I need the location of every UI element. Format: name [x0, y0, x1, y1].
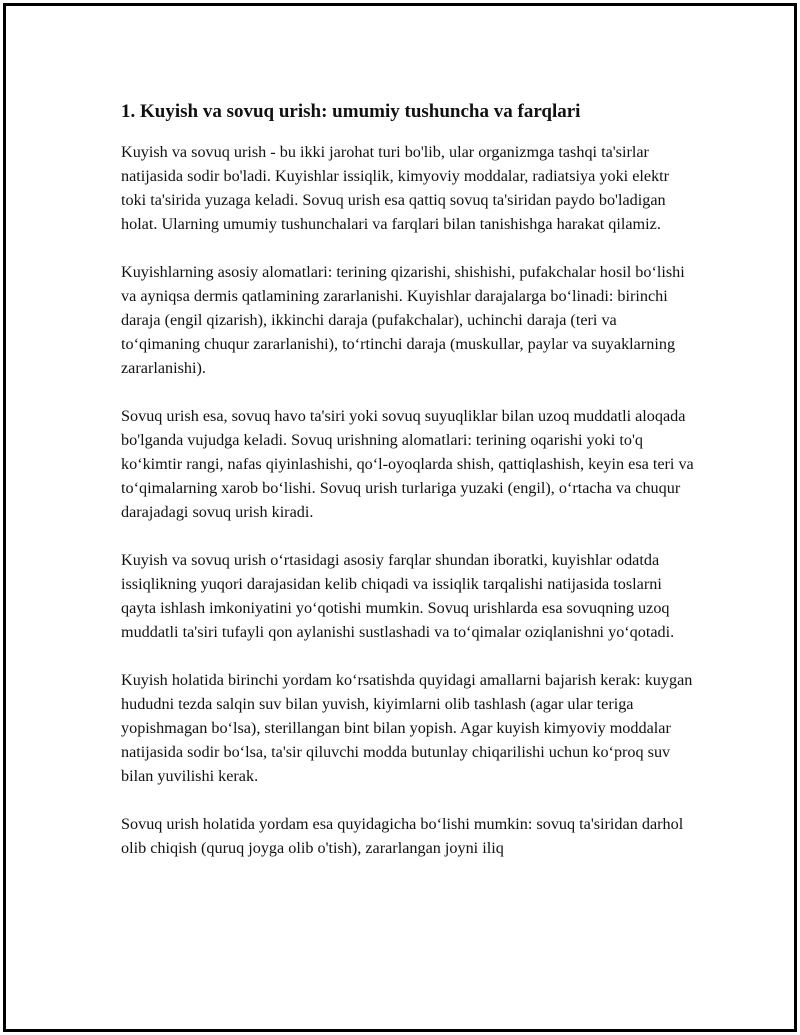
paragraph-differences: Kuyish va sovuq urish o‘rtasidagi asosiy farqlar shundan iboratki, kuyishlar odatda issiqlikning yuqori darajasidan kelib chiqadi va issiqlik tarqalishi natijasida toslarni qayta ishlash imkoniyatini yo‘qotishi mumkin. Sovuq urishlarda esa sovuqning uzoq muddatli ta'siri tufayli qon aylanishi sustlashadi va to‘qimalar oziqlanishni yo‘qotadi.: [121, 551, 675, 641]
paragraph-intro: Kuyish va sovuq urish - bu ikki jarohat turi bo'lib, ular organizmga tashqi ta'sirlar natijasida sodir bo'ladi. Kuyishlar issiqlik, kimyoviy moddalar, radiatsiya yoki elektr toki ta'sirida yuzaga keladi. Sovuq urish esa qattiq sovuq ta'siridan paydo bo'ladigan holat. Ularning umumiy tushunchalari va farqlari bilan tanishishga harakat qilamiz.: [121, 143, 670, 233]
document-body: [121, 98, 696, 884]
paragraph-frostbite-first-aid: Sovuq urish holatida yordam esa quyidagicha bo‘lishi mumkin: sovuq ta'siridan darhol olib chiqish (quruq joyga olib o'tish), zararlangan joyni iliq: [121, 815, 684, 857]
paragraph-burn-symptoms: Kuyishlarning asosiy alomatlari: terining qizarishi, shishishi, pufakchalar hosil bo‘lishi va ayniqsa dermis qatlamining zararlanishi. Kuyishlar darajalarga bo‘linadi: birinchi daraja (engil qizarish), ikkinchi daraja (pufakchalar), uchinchi daraja (teri va to‘qimaning chuqur zararlanishi), to‘rtinchi daraja (muskullar, paylar va suyaklarning zararlanishi).: [121, 263, 685, 377]
section-heading: 1. Kuyish va sovuq urish: umumiy tushuncha va farqlari: [121, 101, 581, 122]
paragraph-frostbite-symptoms: Sovuq urish esa, sovuq havo ta'siri yoki sovuq suyuqliklar bilan uzoq muddatli aloqada bo'lganda vujudga keladi. Sovuq urishning alomatlari: terining oqarishi yoki to'q ko‘kimtir rangi, nafas qiyinlashishi, qo‘l-oyoqlarda shish, qattiqlashish, keyin esa teri va to‘qimalarning xarob bo‘lishi. Sovuq urish turlariga yuzaki (engil), o‘rtacha va chuqur darajadagi sovuq urish kiradi.: [121, 407, 694, 521]
page-frame: [3, 3, 797, 1032]
paragraph-burn-first-aid: Kuyish holatida birinchi yordam ko‘rsatishda quyidagi amallarni bajarish kerak: kuygan hududni tezda salqin suv bilan yuvish, kiyimlarni olib tashlash (agar ular teriga yopishmagan bo‘lsa), sterillangan bint bilan yopish. Agar kuyish kimyoviy moddalar natijasida sodir bo‘lsa, ta'sir qiluvchi modda butunlay chiqarilishi uchun ko‘proq suv bilan yuvilishi kerak.: [121, 671, 693, 785]
